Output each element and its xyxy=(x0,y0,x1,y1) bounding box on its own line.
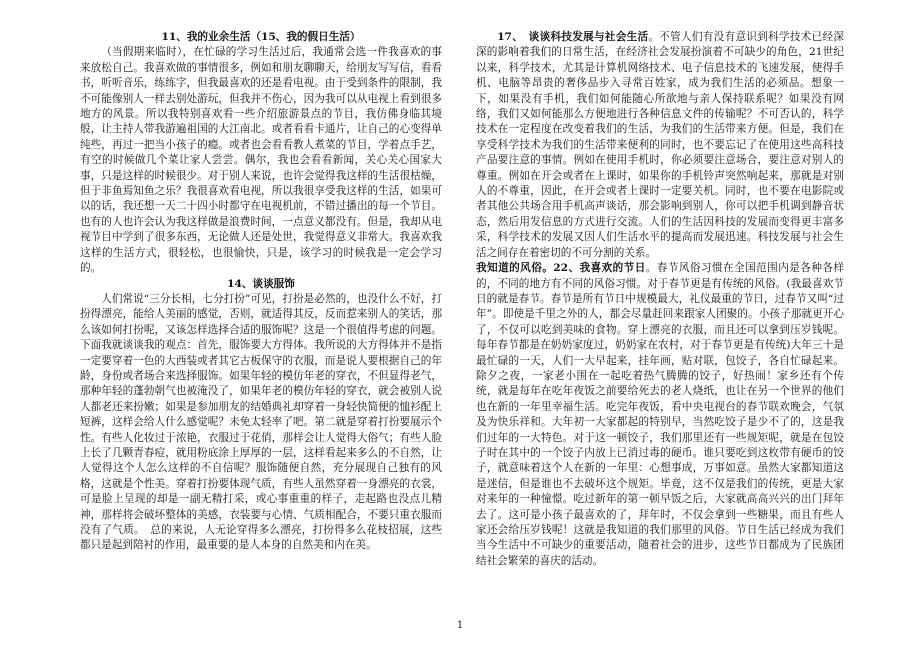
section-17-paragraph xyxy=(476,30,844,261)
section-11-title: 11、我的业余生活（15、我的假日生活） xyxy=(161,31,361,43)
section-17-body: 。不管人们有没有意识到科学技术已经深深的影响着我们的日常生活，在经济社会发展扮演着不可缺少的角色，21世纪以来，科学技术，尤其是计算机网络技术、电子信息技术的飞速发展，使得手机、电脑等昂贵的奢侈品步入寻常百姓家，成为我们生活的必须品。想象一下，如果没有手机，我们如何能随心所欲地与亲人保持联系呢？如果没有网络，我们又如何能那么方便地进行各种信息文件的传输呢？不可否认的，科学技术在一定程度在改变着我们的生活，为我们的生活带来方便。但是，我们在享受科学技术为我们的生活带来便利的同时，也不要忘记了在使用这些高科技产品要注意的事情。例如在使用手机时，你必须要注意场合，要注意对别人的尊重。例如在开会或者在上课时，如果你的手机铃声突然响起来，那就是对别人的不尊重，因此，在开会或者上课时一定要关机。同时，也不要在电影院或者其他公共场合用手机高声谈话，那会影响到别人，你可以把手机调到静音状态，然后用发信息的方式进行交流。人们的生活因科技的发展而变得更丰富多采，科学技术的发展又因人们生活水平的提高而发展迅速。科技发展与社会生活之间存在着密切的不可分割的关系。 xyxy=(476,31,844,259)
section-17-title: 17、 谈谈科技发展与社会生活 xyxy=(497,31,649,43)
section-12-body: 。春节风俗习惯在全国范围内是各种各样的，不同的地方有不同的风俗习惯。对于春节更是有传统的风俗。(我最喜欢节日的就是春节。春节是所有节日中规模最大，礼仪最重的节日，过春节又叫“过年”。即使是千里之外的人，都会尽量赶回来跟家人团聚的。小孩子那就更开心了，不仅可以吃到美味的食物。穿上漂亮的衣服，而且还可以拿到压岁钱呢。每年春节都是在奶奶家度过，奶奶家在农村，对于春节更是有传统)大年三十是最忙碌的一天，人们一大早起来，挂年画，贴对联，包饺子，各自忙碌起来。除夕之夜，一家老小围在一起吃着热气腾腾的饺子，好热闹！家乡还有个传统，就是每年在吃年夜饭之前要给死去的老人烧纸，也让在另一个世界的他们也在新的一年里幸福生活。吃完年夜饭，看中央电视台的春节联欢晚会，气氛及为快乐祥和。大年初一大家都起的特别早，当然吃饺子是少不了的，这是我们过年的一大特色。对于这一顿饺子，我们那里还有一些规矩呢，就是在包饺子时在其中的一个饺子内放上已消过毒的硬币。谁只要吃到这枚带有硬币的饺子，就意味着这个人在新的一年里：心想事成，万事如意。虽然大家都知道这是迷信，但是谁也不去破坏这个规矩。毕竟，这不仅是我们的传统，更是大家对来年的一种憧憬。吃过新年的第一顿早饭之后，大家就高高兴兴的出门拜年去了。这可是小孩子最喜欢的了，拜年时，不仅会拿到一些糖果，而且有些人家还会给压岁钱呢！这就是我知道的我们那里的风俗。节日生活已经成为我们当今生活中不可缺少的重要活动，随着社会的进步，这些节日都成为了民族团结社会繁荣的喜庆的活动。 xyxy=(476,262,844,567)
page-number: 1 xyxy=(456,620,464,631)
left-column xyxy=(80,30,442,554)
section-12-paragraph xyxy=(476,261,844,569)
section-14-body: 人们常说“三分长相，七分打扮”可见，打扮是必然的，也没什么不好，打扮得漂亮，能给人美丽的感觉，否则，就适得其反，反而惹来别人的笑话，那么该如何打扮呢，又该怎样选择合适的服饰呢？这是一个很值得考虑的问题。下面我就谈谈我的观点：首先，服饰要大方得体。我所说的大方得体并不是指一定要穿着一色的大西装或者其它古板保守的衣服，而是说人要根据自己的年龄，身份或者场合来选择服饰。如果年轻的模仿年老的穿衣，不但显得老气，那种年轻的蓬勃朝气也被淹没了，如果年老的模仿年轻的穿衣，就会被别人说人都老还来扮嫩；如果是参加朋友的结婚典礼却穿着一身轻快简便的恤衫配上短裤，这样会给人什么感觉呢？未免太轻率了吧。第二就是穿着打扮要展示个性。有些人化妆过于浓艳，衣服过于花俏，那样会让人觉得大俗气；有些人脸上长了几颗青春痘，就用粉底涂上厚厚的一层，这样看起来多么的不自然，让人觉得这个人怎么这样的不自信呢？服饰随便自然，充分展现自己独有的风格，这就是个性美。穿着打扮要体现气质，有些人虽然穿着一身漂亮的衣裳，可是脸上呈现的却是一副无精打采，或心事重重的样子，走起路也没点儿精神，那样将会破坏整体的美感，衣装要与心情、气质相配合，不要只重衣服而没有了气质。 总的来说，人无论穿得多么漂亮，打扮得多么花枝招展，这些都只是起到陪衬的作用，最重要的是人本身的自然美和内在美。 xyxy=(80,292,442,552)
section-12-title: 我知道的风俗。22、我喜欢的节日 xyxy=(476,262,646,275)
section-14-title: 14、谈谈服饰 xyxy=(227,277,295,290)
right-column xyxy=(476,30,844,569)
section-11-body: （当假期来临时），在忙碌的学习生活过后，我通常会选一件我喜欢的事来放松自己。我喜欢做的事情很多，例如和朋友聊聊天，给朋友写写信，看看书，听听音乐，练练字，但我最喜欢的还是看电视。由于受到条件的限制，我不可能像别人一样去别处游玩，但我并不伤心，因为我可以从电视上看到很多地方的风景。所以我特别喜欢看一些介绍旅游景点的节目，我仿佛身临其境般，让主持人带我游遍祖国的大江南北。或者看看卡通片，让自己的心变得单纯些，再过一把当小孩子的瘾。或者也会看看教人煮菜的节目，学着点手艺，有空的时候做几个菜让家人尝尝。偶尔，我也会看看新闻，关心关心国家大事，只是这样的时候很少。对于别人来说，也许会觉得我这样的生活很枯燥，但于非鱼焉知鱼之乐？我很喜欢看电视，所以我很享受我这样的生活，如果可以的话，我还想一天二十四小时都守在电视机前，不错过播出的每一个节目。也有的人也许会认为我这样做是浪费时间，一点意义都没有。但是，我却从电视节目中学到了很多东西，无论做人还是处世，我觉得意义非常大。我喜欢我这样的生活方式，很轻松，也很愉快，只是，该学习的时候我是一定会学习的。 xyxy=(80,46,442,275)
